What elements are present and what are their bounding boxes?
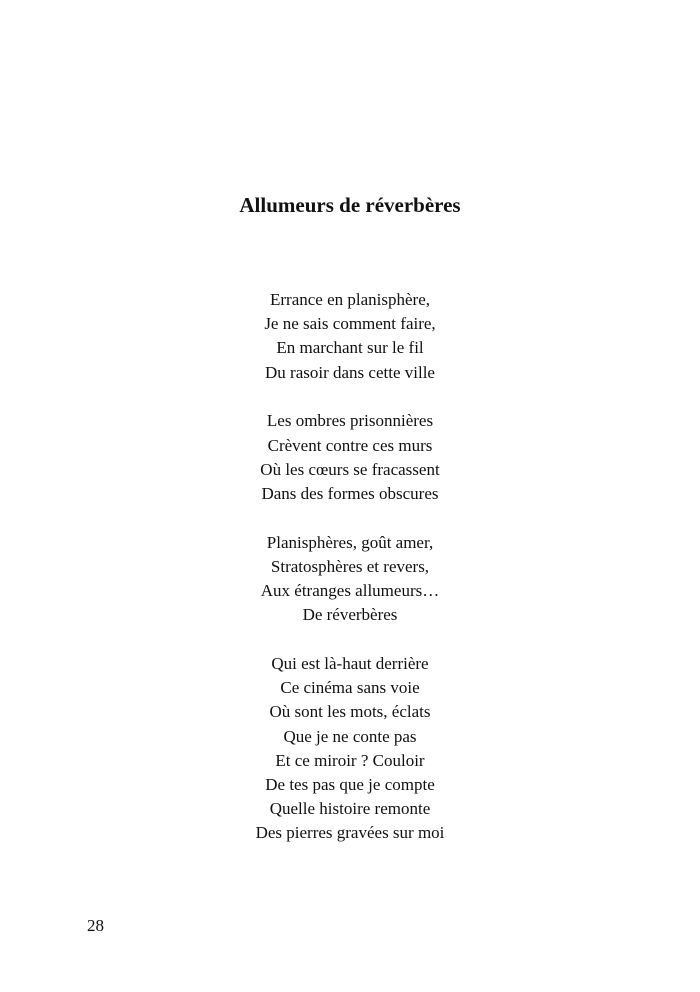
poem-title: Allumeurs de réverbères <box>239 193 461 217</box>
stanza-4 <box>0 652 700 846</box>
stanza-1 <box>0 288 700 385</box>
poem-line: Stratosphères et revers, <box>270 556 430 576</box>
poem-line: Dans des formes obscures <box>261 483 439 503</box>
poem-line: Quelle histoire remonte <box>269 799 431 819</box>
page-number: 28 <box>87 916 104 935</box>
poem-line: Et ce miroir ? Couloir <box>275 750 425 770</box>
poem-line: Ce cinéma sans voie <box>280 678 420 698</box>
poem-line: Où les cœurs se fracassent <box>260 459 440 479</box>
poem-line: De tes pas que je compte <box>265 774 435 794</box>
poem-line: Crèvent contre ces murs <box>267 435 433 455</box>
poem-line: Du rasoir dans cette ville <box>265 362 435 382</box>
poem-line: De réverbères <box>302 605 398 625</box>
poem-line: Des pierres gravées sur moi <box>255 823 445 843</box>
poem-line: Errance en planisphère, <box>270 290 430 309</box>
stanza-2 <box>0 409 700 506</box>
poem-line: Que je ne conte pas <box>283 726 417 746</box>
poem-line: Les ombres prisonnières <box>266 411 434 431</box>
poem-line: Planisphères, goût amer, <box>266 532 434 552</box>
poem-line: Je ne sais comment faire, <box>264 314 436 334</box>
poem-body <box>0 288 700 870</box>
poem-line: En marchant sur le fil <box>276 338 424 358</box>
stanza-3 <box>0 531 700 628</box>
poem-line: Où sont les mots, éclats <box>269 702 431 722</box>
poem-line: Aux étranges allumeurs… <box>260 581 440 601</box>
poem-line: Qui est là-haut derrière <box>271 653 429 673</box>
